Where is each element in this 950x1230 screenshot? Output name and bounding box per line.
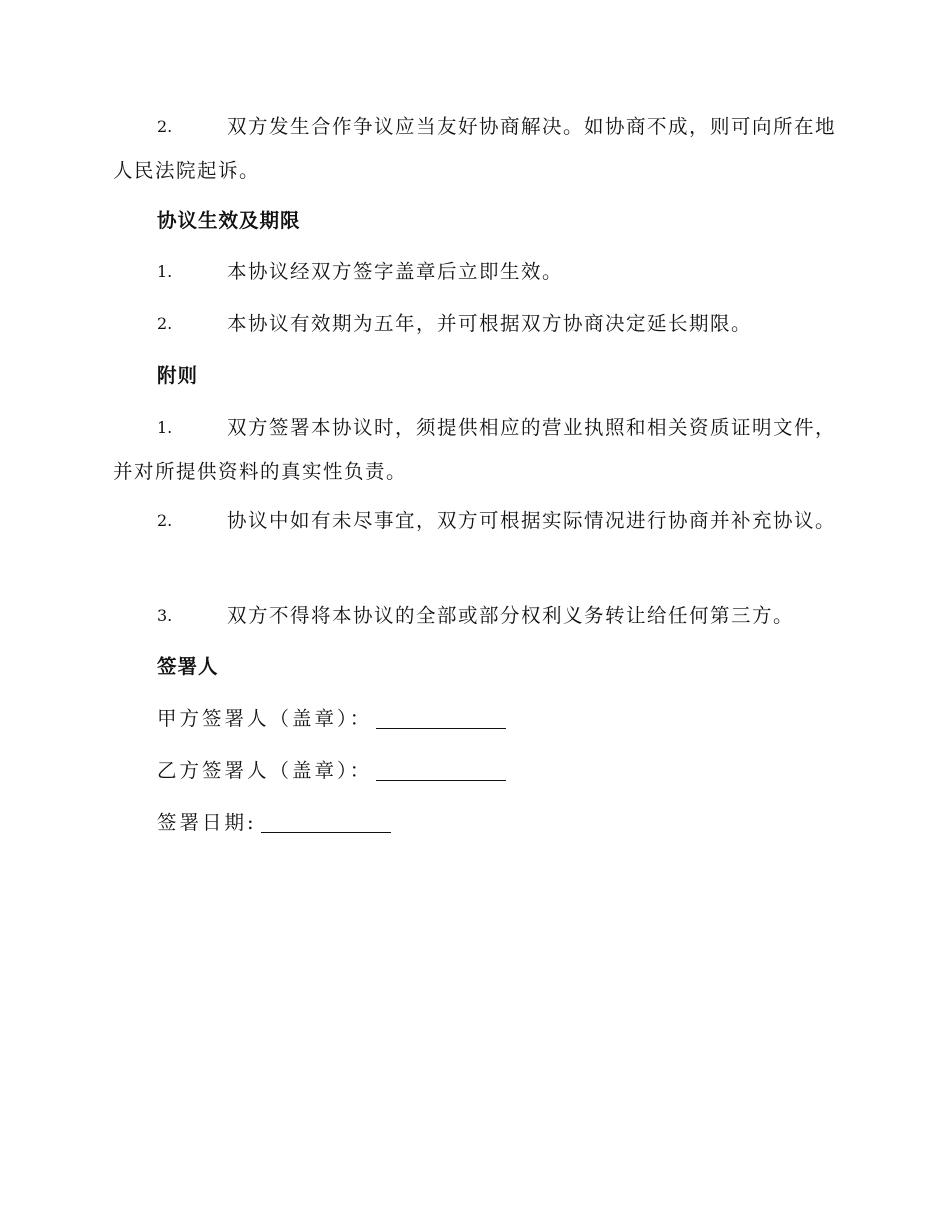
item-text: 双方发生合作争议应当友好协商解决。如协商不成，则可向所在地人民法院起诉。 [113,115,837,182]
item-text: 双方签署本协议时，须提供相应的营业执照和相关资质证明文件，并对所提供资料的真实性负责。 [113,416,837,483]
item-text: 双方不得将本协议的全部或部分权利义务转让给任何第三方。 [227,604,795,627]
item-number: 2. [157,117,173,136]
party-b-label: 乙方签署人（盖章）： [157,759,373,782]
signing-date-row [157,801,391,845]
item-number: 1. [157,418,173,437]
appendix-item-3 [113,594,838,638]
validity-item-1 [113,250,838,294]
item-number: 1. [157,262,173,281]
item-number: 2. [157,314,173,333]
appendix-item-2 [113,499,838,543]
dispute-item-2 [113,105,838,193]
signing-date-label: 签署日期: [157,811,257,834]
appendix-item-1 [113,406,838,494]
section-heading-validity: 协议生效及期限 [157,209,301,232]
item-text: 协议中如有未尽事宜，双方可根据实际情况进行协商并补充协议。 [227,509,837,532]
item-number: 3. [157,606,173,625]
item-text: 本协议经双方签字盖章后立即生效。 [227,260,564,283]
item-text: 本协议有效期为五年，并可根据双方协商决定延长期限。 [227,312,753,335]
validity-item-2 [113,302,838,346]
party-b-signature-line [376,779,506,781]
item-number: 2. [157,511,173,530]
party-a-signature-row [157,697,506,741]
signing-date-line [261,831,391,833]
section-heading-appendix: 附则 [157,364,199,387]
section-heading-signatories: 签署人 [157,655,219,678]
party-a-label: 甲方签署人（盖章）： [157,707,373,730]
party-b-signature-row [157,749,506,793]
party-a-signature-line [376,727,506,729]
